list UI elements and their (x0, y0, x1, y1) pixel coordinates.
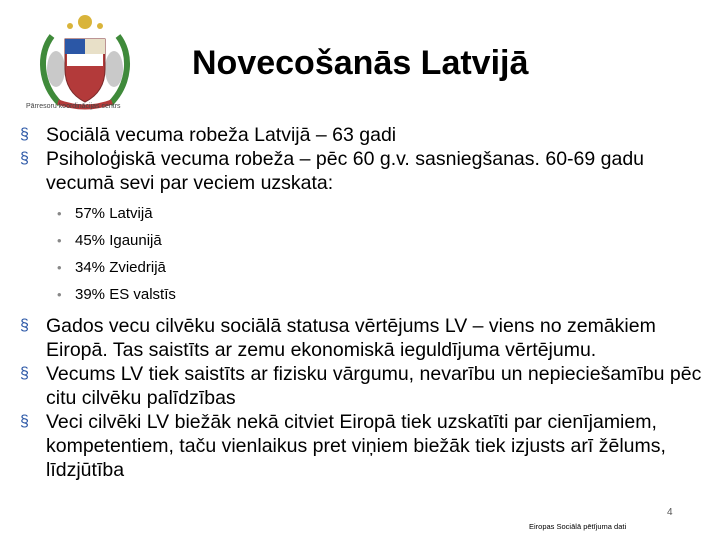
slide-content (20, 123, 710, 482)
sub-bullet-list (20, 200, 710, 308)
sub-bullet-text: 34% Zviedrijā (75, 259, 166, 276)
bullet-dot-icon: • (57, 233, 62, 248)
bullet-dot-icon: • (57, 206, 62, 221)
bullet-text: Gados vecu cilvēku sociālā statusa vērtējums LV – viens no zemākiem Eiropā. Tas saistīts ar zemu ekonomiskā ieguldījuma vērtējumu. (46, 315, 656, 361)
sub-bullet-item (20, 227, 710, 254)
slide-title: Novecošanās Latvijā (192, 44, 529, 82)
sub-bullet-item (20, 200, 710, 227)
bullet-text: Vecums LV tiek saistīts ar fizisku vārgumu, nevarību un nepieciešamību pēc citu cilvēku palīdzības (46, 363, 702, 409)
bullet-square-icon: § (20, 317, 29, 334)
logo-caption: Pārresoru koordinācijas centrs (26, 103, 121, 110)
bullet-item (20, 410, 710, 482)
bullet-dot-icon: • (57, 260, 62, 275)
bullet-square-icon: § (20, 150, 29, 167)
sub-bullet-item (20, 254, 710, 281)
coat-of-arms-logo (30, 14, 140, 114)
bullet-item (20, 314, 710, 362)
bullet-square-icon: § (20, 365, 29, 382)
bullet-dot-icon: • (57, 287, 62, 302)
coat-of-arms-icon (30, 14, 140, 114)
sub-bullet-text: 39% ES valstīs (75, 286, 176, 303)
bullet-text: Psiholoģiskā vecuma robeža – pēc 60 g.v. sasniegšanas. 60-69 gadu vecumā sevi par veciem uzskata: (46, 148, 645, 194)
bullet-text: Sociālā vecuma robeža Latvijā – 63 gadi (46, 124, 397, 146)
bullet-square-icon: § (20, 126, 29, 143)
bullet-square-icon: § (20, 413, 29, 430)
bullet-item (20, 123, 710, 147)
sub-bullet-text: 57% Latvijā (75, 205, 153, 222)
bullet-item (20, 147, 710, 195)
bullet-text: Veci cilvēki LV biežāk nekā citviet Eiropā tiek uzskatīti par cienījamiem, kompetentiem, taču vienlaikus pret viņiem biežāk tiek izjusts arī žēlums, līdzjūtība (46, 411, 666, 481)
source-note: Eiropas Sociālā pētījuma dati (529, 522, 627, 531)
sub-bullet-text: 45% Igaunijā (75, 232, 162, 249)
bullet-item (20, 362, 710, 410)
page-number: 4 (667, 507, 673, 518)
sub-bullet-item (20, 281, 710, 308)
